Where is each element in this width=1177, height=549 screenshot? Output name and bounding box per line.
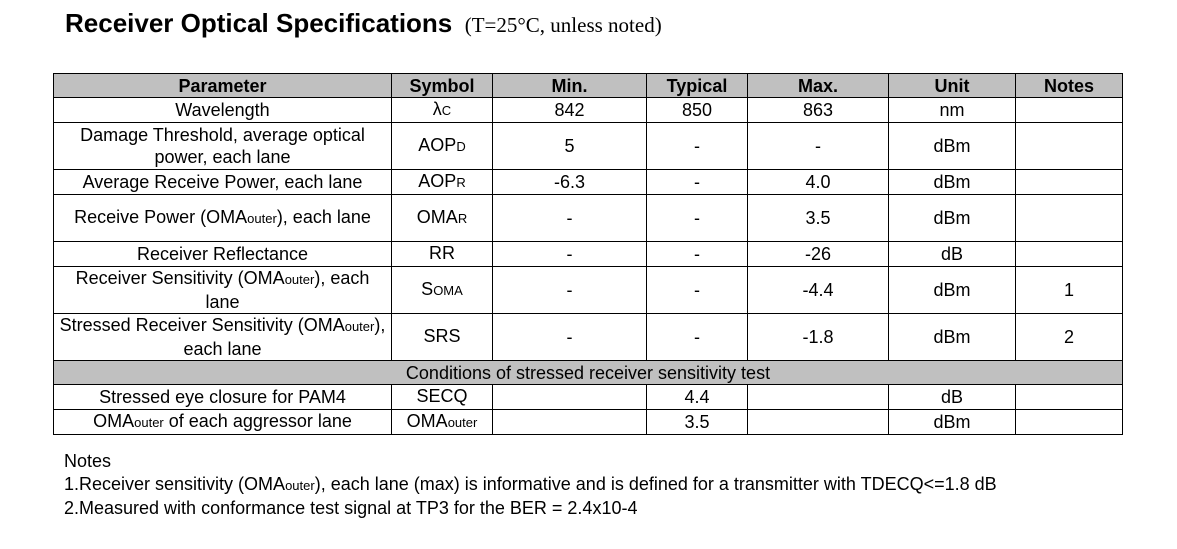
unit-cell: dBm: [889, 267, 1016, 314]
notes-cell: [1016, 242, 1123, 267]
header-notes: Notes: [1016, 74, 1123, 98]
table-row: [54, 267, 1123, 314]
min-cell: 842: [493, 98, 647, 123]
conditions-header: Conditions of stressed receiver sensitivity test: [54, 361, 1123, 385]
parameter-cell: Damage Threshold, average optical power, each lane: [54, 123, 392, 170]
notes-cell: [1016, 195, 1123, 242]
parameter-cell: Receiver Sensitivity (OMAouter), each lane: [54, 267, 392, 314]
unit-cell: dBm: [889, 123, 1016, 170]
typical-cell: -: [647, 170, 748, 195]
parameter-cell: Receive Power (OMAouter), each lane: [54, 195, 392, 242]
max-cell: -: [748, 123, 889, 170]
max-cell: 4.0: [748, 170, 889, 195]
notes-heading: Notes: [64, 451, 112, 471]
notes-cell: 1: [1016, 267, 1123, 314]
symbol-cell: SECQ: [392, 385, 493, 410]
typical-cell: -: [647, 195, 748, 242]
title-main: Receiver Optical Specifications: [65, 8, 453, 38]
table-row: [54, 314, 1123, 361]
min-cell: 5: [493, 123, 647, 170]
note-1: 1.Receiver sensitivity (OMAouter), each lane (max) is informative and is defined for a transmitter with TDECQ<=1.8 dB: [64, 474, 997, 494]
receiver-spec-table: [53, 73, 1123, 435]
typical-cell: -: [647, 242, 748, 267]
header-max: Max.: [748, 74, 889, 98]
min-cell: [493, 410, 647, 435]
parameter-cell: Average Receive Power, each lane: [54, 170, 392, 195]
table-row: [54, 385, 1123, 410]
conditions-header-row: [54, 361, 1123, 385]
symbol-cell: SOMA: [392, 267, 493, 314]
table-row: [54, 123, 1123, 170]
notes-cell: 2: [1016, 314, 1123, 361]
parameter-cell: Stressed Receiver Sensitivity (OMAouter), each lane: [54, 314, 392, 361]
table-row: [54, 98, 1123, 123]
symbol-cell: AOPR: [392, 170, 493, 195]
min-cell: -: [493, 314, 647, 361]
note-2: 2.Measured with conformance test signal at TP3 for the BER = 2.4x10-4: [64, 498, 638, 518]
parameter-cell: Stressed eye closure for PAM4: [54, 385, 392, 410]
min-cell: -: [493, 242, 647, 267]
header-parameter: Parameter: [54, 74, 392, 98]
header-symbol: Symbol: [392, 74, 493, 98]
typical-cell: 4.4: [647, 385, 748, 410]
typical-cell: -: [647, 267, 748, 314]
symbol-cell: RR: [392, 242, 493, 267]
page-title: [65, 8, 662, 39]
max-cell: [748, 385, 889, 410]
min-cell: -: [493, 195, 647, 242]
max-cell: 3.5: [748, 195, 889, 242]
table-header-row: [54, 74, 1123, 98]
min-cell: -6.3: [493, 170, 647, 195]
max-cell: -1.8: [748, 314, 889, 361]
max-cell: [748, 410, 889, 435]
notes-section: [64, 450, 997, 520]
table-row: [54, 242, 1123, 267]
unit-cell: dB: [889, 242, 1016, 267]
unit-cell: dB: [889, 385, 1016, 410]
title-condition: (T=25°C, unless noted): [464, 13, 662, 37]
header-min: Min.: [493, 74, 647, 98]
header-typical: Typical: [647, 74, 748, 98]
table-row: [54, 410, 1123, 435]
notes-cell: [1016, 98, 1123, 123]
notes-cell: [1016, 170, 1123, 195]
parameter-cell: OMAouter of each aggressor lane: [54, 410, 392, 435]
unit-cell: dBm: [889, 314, 1016, 361]
parameter-cell: Receiver Reflectance: [54, 242, 392, 267]
typical-cell: 850: [647, 98, 748, 123]
max-cell: -26: [748, 242, 889, 267]
unit-cell: dBm: [889, 195, 1016, 242]
notes-cell: [1016, 410, 1123, 435]
typical-cell: -: [647, 123, 748, 170]
typical-cell: -: [647, 314, 748, 361]
unit-cell: dBm: [889, 410, 1016, 435]
table-row: [54, 170, 1123, 195]
symbol-cell: OMAR: [392, 195, 493, 242]
parameter-cell: Wavelength: [54, 98, 392, 123]
min-cell: -: [493, 267, 647, 314]
symbol-cell: SRS: [392, 314, 493, 361]
table-row: [54, 195, 1123, 242]
unit-cell: dBm: [889, 170, 1016, 195]
symbol-cell: AOPD: [392, 123, 493, 170]
symbol-cell: OMAouter: [392, 410, 493, 435]
header-unit: Unit: [889, 74, 1016, 98]
notes-cell: [1016, 123, 1123, 170]
unit-cell: nm: [889, 98, 1016, 123]
symbol-cell: λC: [392, 98, 493, 123]
notes-cell: [1016, 385, 1123, 410]
max-cell: 863: [748, 98, 889, 123]
min-cell: [493, 385, 647, 410]
max-cell: -4.4: [748, 267, 889, 314]
typical-cell: 3.5: [647, 410, 748, 435]
